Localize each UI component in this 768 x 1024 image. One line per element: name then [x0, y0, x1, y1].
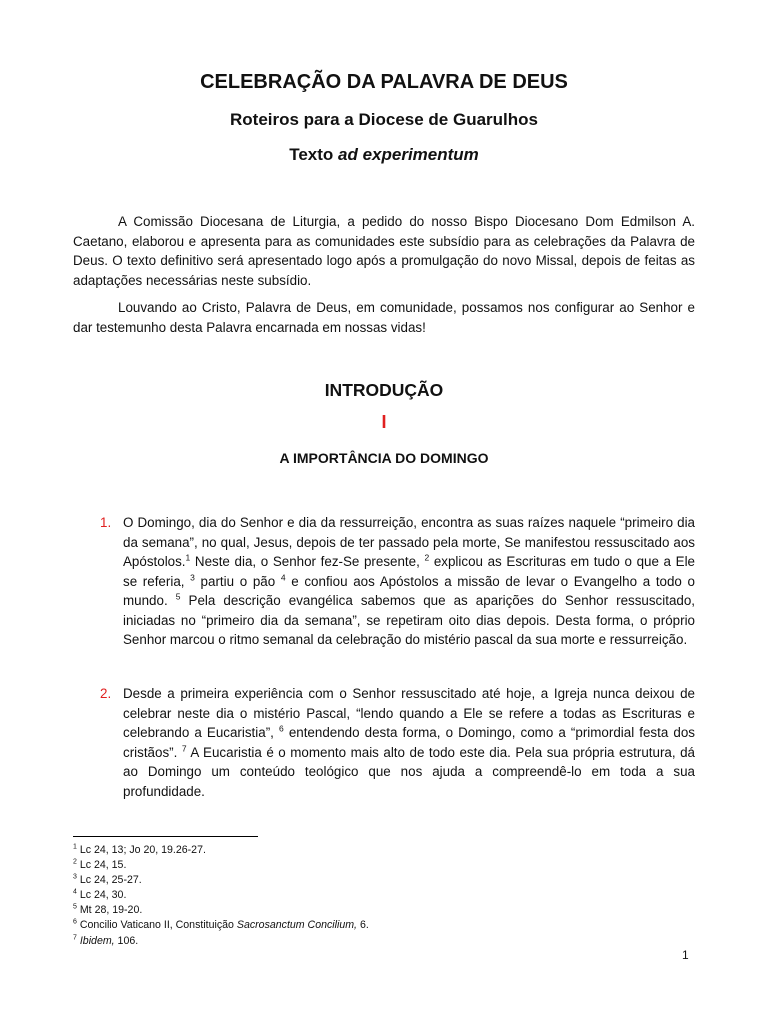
- text-segment: O Domingo, dia do Senhor e dia da ressurreição, encontra as suas raízes naquele “primeiro dia da semana”, no qual, Jesus, depois de ter passado pela morte, Se manifestou ressuscitado aos Apóstolos.: [123, 515, 695, 569]
- footnote: [73, 888, 369, 903]
- list-item: [73, 684, 695, 801]
- intro-paragraph: A Comissão Diocesana de Liturgia, a pedido do nosso Bispo Diocesano Dom Edmilson A. Caetano, elaborou e apresenta para as comunidades este subsídio para as celebrações da Palavra de Deus. O texto definitivo será apresentado logo após a promulgação do novo Missal, depois de feitas as adaptações necessárias neste subsídio.: [73, 214, 695, 288]
- footnote-ref[interactable]: 4: [280, 572, 286, 583]
- footnotes-list: [73, 843, 369, 949]
- footnote-ref[interactable]: 7: [181, 743, 187, 754]
- footnote-text: Lc 24, 13; Jo 20, 19.26-27.: [79, 844, 206, 856]
- status-label: Texto: [289, 145, 334, 164]
- footnote-mark: 2: [73, 858, 77, 866]
- footnote-mark: 4: [73, 888, 77, 896]
- list-item: [73, 513, 695, 650]
- list-item-number: 1.: [100, 515, 112, 530]
- footnote-italic: Ibidem,: [79, 934, 115, 947]
- footnote: [73, 918, 369, 933]
- footnote-text: Lc 24, 15.: [79, 859, 127, 872]
- footnote: [73, 934, 369, 949]
- footnote: [73, 843, 369, 858]
- text-segment: A Eucaristia é o momento mais alto de todo este dia. Pela sua própria estrutura, dá ao Domingo um conteúdo teológico que nos ajuda a compreendê-lo em toda a sua profundidade.: [123, 744, 695, 799]
- page-number: 1: [682, 948, 689, 962]
- document-status-line: [0, 145, 768, 165]
- footnote-text: Mt 28, 19-20.: [79, 904, 143, 917]
- footnote: [73, 858, 369, 873]
- text-segment: entendendo desta forma, o Domingo, como a “primordial festa dos cristãos”.: [123, 725, 695, 760]
- footnote-mark: 3: [73, 873, 77, 881]
- text-segment: explicou as Escrituras em tudo o que a Ele se referia,: [123, 554, 695, 589]
- list-item-number: 2.: [100, 686, 112, 701]
- footnote-ref[interactable]: 5: [175, 591, 181, 602]
- footnote-text: Lc 24, 25-27.: [79, 874, 142, 887]
- document-title: CELEBRAÇÃO DA PALAVRA DE DEUS: [200, 71, 568, 93]
- footnote-ref[interactable]: 6: [278, 723, 284, 734]
- footnote-text: Lc 24, 30.: [79, 889, 127, 902]
- footnote-separator: [73, 836, 258, 837]
- footnote-ref[interactable]: 3: [190, 572, 195, 583]
- list-item-text: [123, 684, 695, 801]
- text-segment: e confiou aos Apóstolos a missão de levar o Evangelho a todo o mundo.: [123, 573, 695, 608]
- footnote-mark: 5: [73, 903, 77, 911]
- section-heading: INTRODUÇÃO: [324, 380, 444, 400]
- footnote-mark: 1: [73, 843, 77, 851]
- footnote-ref[interactable]: 2: [424, 552, 430, 563]
- footnote-italic: Sacrosanctum Concilium,: [236, 919, 357, 932]
- list-item-text: [123, 513, 695, 650]
- footnote: [73, 873, 369, 888]
- intro-paragraph: Louvando ao Cristo, Palavra de Deus, em comunidade, possamos nos configurar ao Senhor e dar testemunho desta Palavra encarnada em nossas vidas!: [73, 300, 695, 335]
- status-label-italic: ad experimentum: [338, 145, 479, 164]
- section-numeral: I: [381, 412, 387, 432]
- footnote: [73, 903, 369, 918]
- footnote-text-after: 106.: [114, 934, 139, 947]
- footnote-mark: 6: [73, 918, 77, 926]
- document-subtitle: Roteiros para a Diocese de Guarulhos: [230, 110, 538, 129]
- text-segment: Desde a primeira experiência com o Senhor ressuscitado até hoje, a Igreja nunca deixou de celebrar neste dia o mistério Pascal, “lendo quando a Ele se refere a todas as Escrituras e celebrando a Eucaristia”,: [123, 686, 695, 740]
- footnote-mark: 7: [73, 934, 77, 942]
- footnote-text: Concilio Vaticano II, Constituição: [79, 919, 237, 932]
- section-subheading: A IMPORTÂNCIA DO DOMINGO: [279, 450, 489, 466]
- footnote-ref[interactable]: 1: [185, 552, 191, 563]
- text-segment: Neste dia, o Senhor fez-Se presente,: [190, 554, 425, 569]
- footnote-text-after: 6.: [357, 919, 369, 932]
- text-segment: Pela descrição evangélica sabemos que as aparições do Senhor ressuscitado, iniciadas no “primeiro dia da semana”, se repetiram oito dias depois. Desta forma, o próprio Senhor marcou o ritmo semanal da celebração do mistério pascal da sua morte e ressurreição.: [123, 593, 696, 647]
- text-segment: partiu o pão: [194, 573, 281, 589]
